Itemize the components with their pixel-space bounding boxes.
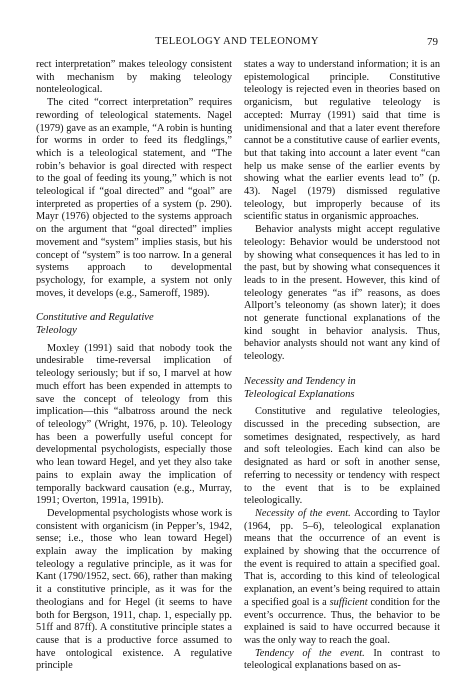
section-heading-line: Teleological Explanations [244, 388, 355, 400]
section-heading [244, 376, 440, 401]
running-head: TELEOLOGY AND TELEONOMY [155, 36, 319, 47]
paragraph: The cited “correct interpretation” requires rewording of teleological statements. Nagel (1979) gave as an example, “A robin is hunting for worms in order to feed its fledglings,” which is a teleological statement, and “The robin’s behavior is goal directed with respect to the goal of feeding its young,” which is not teleological if “goal directed” and “goal” are interpreted as properties of a system (p. 290). Mayr (1976) objected to the systems approach on the argument that “goal directed” implies movement and “system” implies stasis, but his concept of “system” is too narrow. In a general systems approach to developmental psychology, for example, a system not only moves, it develops (e.g., Sameroff, 1989). [36, 97, 232, 299]
section-heading [36, 312, 232, 337]
paragraph: Developmental psychologists whose work is consistent with organicism (in Pepper’s, 1942, sense; i.e., those who lean toward Hegel) explain away the implication by making teleology a regulative principle, as it was for Kant (1790/1952, sect. 66), rather than making it a constitutive principle, as it was for the theologians and for Hegel (it seems to have both for Bergson, 1911, chap. 1, especially pp. 51ff and 87ff). A constitutive principle states a cause that is a productive force assumed to have ontological existence. A regulative principle [36, 507, 232, 672]
emphasis: sufficient [329, 596, 368, 608]
section-heading-line: Necessity and Tendency in [244, 375, 356, 387]
paragraph: Moxley (1991) said that nobody took the undesirable time-reversal implication of teleology seriously; but if so, I marvel at how much effort has been expended in attempts to save the concept of teleology from this implication—this “albatross around the neck of teleology” (Wright, 1976, p. 10). Teleology has been a powerfully useful concept for developmental psychologists, especially those who lean toward Hegel, and yet they also take pains to explain away the implication of temporally backward causation (e.g., Murray, 1991; Overton, 1991a, 1991b). [36, 342, 232, 507]
run-in-heading: Necessity of the event. [255, 507, 351, 519]
paragraph: Behavior analysts might accept regulative teleology: Behavior would be understood not by showing what consequences it has led to in the past, but by showing what consequences it leads to in the present. However, this kind of teleology generates “as if” reasons, as does Allport’s teleonomy (as shown later); it does not generate functional explanations of the kind sought in behavior analysis. Thus, behavior analysts should not want any kind of teleology. [244, 224, 440, 363]
paragraph-text: In contrast to teleological explanations based on as- [244, 647, 440, 672]
section-heading-line: Constitutive and Regulative [36, 312, 154, 324]
paragraph-text: condition for the event’s occurrence. Thus, the behavior to be explained is said to have occurred because it was the only way to reach the goal. [244, 596, 441, 646]
left-column [36, 59, 232, 673]
paragraph-text: According to Taylor (1964, pp. 5–6), teleological explanation means that the occurrence of an event is explained by showing that the occurrence of the event is required to attain a specified goal. That is, according to this kind of teleological explanation, an event’s being required to attain a specified goal is a [244, 507, 440, 608]
paragraph [244, 648, 440, 673]
page-number: 79 [427, 36, 438, 48]
right-column [244, 59, 440, 673]
paragraph [244, 508, 440, 648]
section-heading-line: Teleology [36, 325, 77, 337]
paragraph: rect interpretation” makes teleology consistent with mechanism by making teleology nonteleological. [36, 59, 232, 96]
paragraph: Constitutive and regulative teleologies, discussed in the preceding subsection, are sometimes designated, respectively, as hard and soft teleologies. Each kind can also be designated as hard or soft in another sense, referring to necessity or tendency with respect to the event that is to be explained teleologically. [244, 406, 440, 507]
paragraph: states a way to understand information; it is an epistemological principle. Constitutive teleology is rejected even in theories based on organicism, but regulative teleology is accepted: Murray (1991) said that time is unidimensional and that a later event therefore cannot be a constitutive cause of earlier events, but that taking into account a later event “can help us make sense of the earlier events by showing what the earlier events lead to” (p. 43). Nagel (1979) dismissed regulative teleology, but improperly because of its scientific status in organismic approaches. [244, 59, 440, 223]
run-in-heading: Tendency of the event. [255, 647, 365, 659]
